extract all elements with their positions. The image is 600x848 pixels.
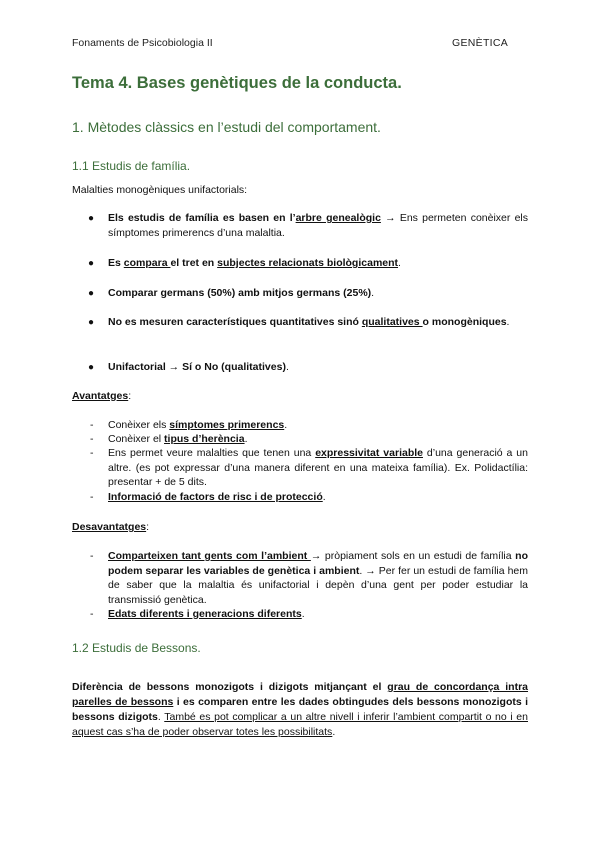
bullet-text: Comparar germans (50%) amb mitjos germans (25%). <box>108 287 375 299</box>
advantage-item: - Informació de factors de risc i de protecció. <box>90 491 326 503</box>
subsection-heading-twins: 1.2 Estudis de Bessons. <box>72 641 201 655</box>
bullet-item <box>88 315 528 330</box>
advantages-heading: Avantatges: <box>72 390 132 402</box>
page-title: Tema 4. Bases genètiques de la conducta. <box>72 74 402 92</box>
bullet-text: Es compara el tret en subjectes relacionats biològicament. <box>108 257 401 269</box>
header-topic: GENÈTICA <box>452 37 509 49</box>
bullet-icon: ● <box>88 362 95 373</box>
bullet-icon: ● <box>88 288 95 299</box>
advantage-item: - Ens permet veure malalties que tenen una expressivitat variable d’una generació a un altre. (es pot expressar d’una manera diferent en una mateixa família). Ex. Polidactília: presentar + de 5 dits. <box>90 447 528 488</box>
disadvantage-item: - Edats diferents i generacions diferents. <box>90 608 305 620</box>
dash-marker: - <box>90 550 94 562</box>
bullet-icon: ● <box>88 258 95 269</box>
bullet-text: Els estudis de família es basen en l’arbre genealògic → Ens permeten conèixer els símptomes primerencs d’una malaltia. <box>108 212 529 239</box>
twins-paragraph: Diferència de bessons monozigots i dizigots mitjançant el grau de concordança intra parelles de bessons i es comparen entre les dades obtingudes dels bessons monozigots i bessons dizigots. També es pot complicar a un altre nivell i inferir l’ambient compartit o no i en aquest cas s’ha de poder observar totes les possibilitats. <box>72 681 529 738</box>
bullet-item <box>88 256 528 271</box>
dash-marker: - <box>90 419 94 431</box>
bullet-item <box>88 286 528 301</box>
disadvantage-item: - Comparteixen tant gents com l’ambient → pròpiament sols en un estudi de família no podem separar les variables de genètica i ambient. → Per fer un estudi de família hem de saber que la malaltia és unifactorial i depèn d’una gent per poder estudiar la transmissió genètica. <box>90 550 528 606</box>
header-course: Fonaments de Psicobiologia II <box>72 37 213 49</box>
disadvantages-heading: Desavantatges: <box>72 521 150 533</box>
bullet-text: No es mesuren característiques quantitatives sinó qualitatives o monogèniques. <box>108 316 510 328</box>
subsection-heading-family: 1.1 Estudis de família. <box>72 159 191 173</box>
bullet-item <box>88 360 528 375</box>
bullet-text: Unifactorial → Sí o No (qualitatives). <box>108 361 289 373</box>
advantage-item: - Conèixer els símptomes primerencs. <box>90 419 288 431</box>
bullet-icon: ● <box>88 317 95 328</box>
bullet-item <box>88 211 528 241</box>
dash-marker: - <box>90 433 94 445</box>
advantage-item: - Conèixer el tipus d’herència. <box>90 433 248 445</box>
section-heading: 1. Mètodes clàssics en l’estudi del comportament. <box>72 119 381 135</box>
intro-text: Malalties monogèniques unifactorials: <box>72 184 248 196</box>
dash-marker: - <box>90 447 94 459</box>
dash-marker: - <box>90 491 94 503</box>
bullet-icon: ● <box>88 213 95 224</box>
dash-marker: - <box>90 608 94 620</box>
